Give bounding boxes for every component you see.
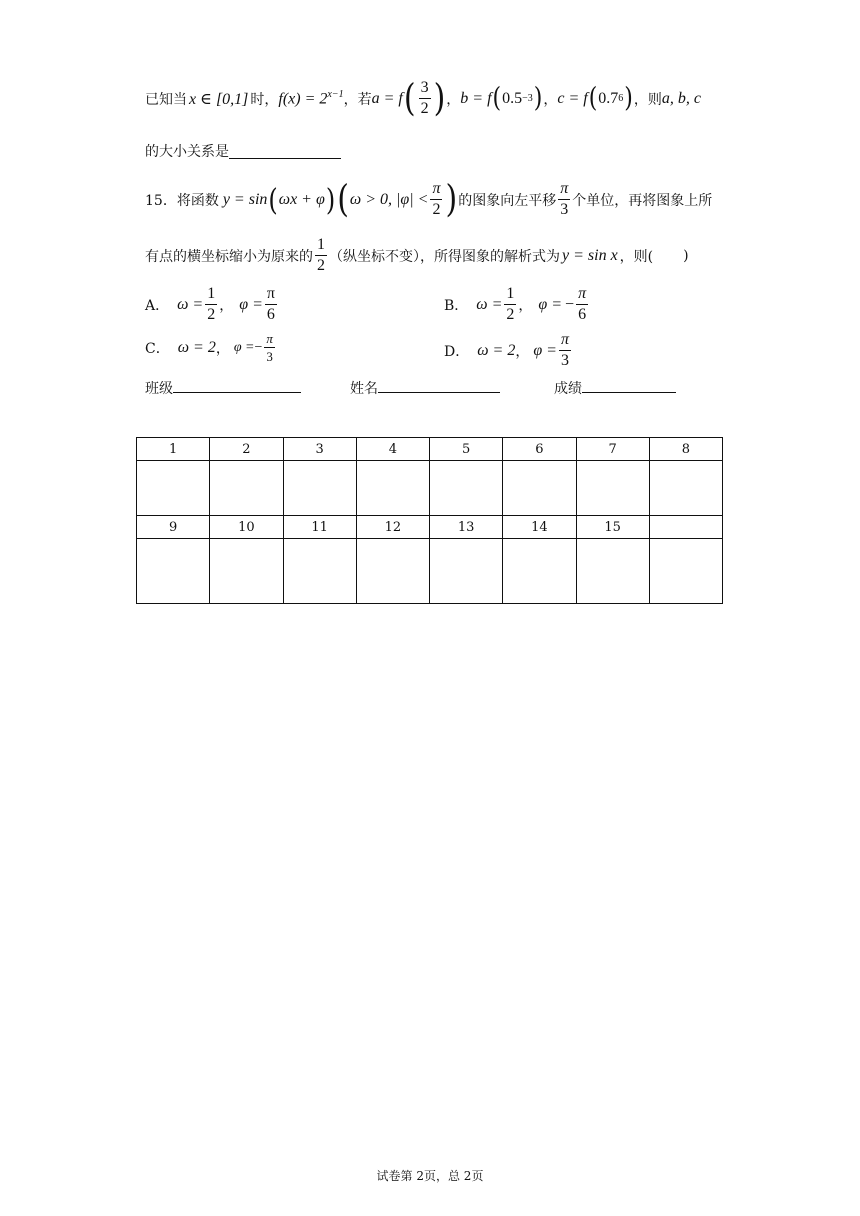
q14-line-2 <box>145 141 341 161</box>
q15-half: $\frac{1}{2}$ <box>317 236 325 274</box>
option-d[interactable]: D． ω = 2 ， φ = $\frac{\pi}{3}$ <box>444 331 569 369</box>
question-number-cell: 7 <box>576 438 649 461</box>
q14-text: 已知当 <box>145 91 187 108</box>
q14-variables: a, b, c <box>661 89 701 107</box>
q14-text: 时， <box>250 91 279 108</box>
q15-text: ) <box>683 247 689 264</box>
question-number-cell: 4 <box>356 438 429 461</box>
answer-row <box>137 461 723 516</box>
answer-cell[interactable] <box>430 461 503 516</box>
question-number-cell <box>649 516 722 539</box>
answer-table <box>136 437 723 604</box>
question-number-cell: 13 <box>430 516 503 539</box>
class-field[interactable] <box>145 378 301 398</box>
q14-text: ，若 <box>343 91 372 108</box>
q15-line-1 <box>145 177 713 221</box>
q14-text: ，则 <box>633 91 662 108</box>
name-label: 姓名 <box>350 381 378 397</box>
q14-text: ， <box>543 91 558 108</box>
page-footer: 试卷第 2页，总 2页 <box>376 1169 484 1183</box>
q15-line-2 <box>145 237 689 274</box>
q15-number: 15．将函数 <box>145 192 219 209</box>
q15-shift: $\frac{\pi}{3}$ <box>560 180 569 218</box>
q14-text: ， <box>446 91 461 108</box>
answer-cell[interactable] <box>649 461 722 516</box>
q14-domain: x ∈ [0,1] <box>189 90 249 108</box>
q15-result: y = sin x <box>562 246 618 264</box>
answer-table-header-row <box>137 516 723 539</box>
answer-row <box>137 539 723 604</box>
question-number-cell: 12 <box>356 516 429 539</box>
option-c[interactable]: C． ω = 2 ， φ = − $\frac{\pi}{3}$ <box>145 331 273 364</box>
q15-text: 个单位，再将图象上所 <box>572 192 713 209</box>
question-number-cell: 11 <box>283 516 356 539</box>
option-a[interactable]: A． ω = $\frac{1}{2}$ ， φ = $\frac{\pi}{6}$ <box>145 285 275 323</box>
answer-cell[interactable] <box>210 539 283 604</box>
answer-cell[interactable] <box>576 539 649 604</box>
question-number-cell: 10 <box>210 516 283 539</box>
answer-table-header-row <box>137 438 723 461</box>
q14-answer-blank[interactable] <box>229 144 341 159</box>
question-number-cell: 15 <box>576 516 649 539</box>
answer-cell[interactable] <box>283 539 356 604</box>
question-number-cell: 8 <box>649 438 722 461</box>
q15-text: 的图象向左平移 <box>458 192 557 209</box>
answer-cell[interactable] <box>137 539 210 604</box>
answer-cell[interactable] <box>649 539 722 604</box>
question-number-cell: 9 <box>137 516 210 539</box>
q14-function: $f(x) = 2^{x-1}$ <box>278 88 344 108</box>
score-label: 成绩 <box>554 381 582 397</box>
name-field[interactable] <box>350 378 500 398</box>
answer-cell[interactable] <box>210 461 283 516</box>
q15-text: ，则( <box>619 248 654 265</box>
answer-cell[interactable] <box>503 461 576 516</box>
class-label: 班级 <box>145 381 173 397</box>
answer-cell[interactable] <box>356 461 429 516</box>
question-number-cell: 3 <box>283 438 356 461</box>
answer-cell[interactable] <box>283 461 356 516</box>
answer-cell[interactable] <box>137 461 210 516</box>
question-number-cell: 6 <box>503 438 576 461</box>
answer-cell[interactable] <box>576 461 649 516</box>
score-field[interactable] <box>554 378 676 398</box>
question-number-cell: 2 <box>210 438 283 461</box>
option-b[interactable]: B． ω = $\frac{1}{2}$ ， φ = − $\frac{\pi}{6}$ <box>444 285 587 323</box>
q14-line-1 <box>145 76 701 120</box>
question-number-cell: 14 <box>503 516 576 539</box>
q15-text: （纵坐标不变），所得图象的解析式为 <box>329 248 560 265</box>
q15-function: y = sin ( ωx + φ ) ( ω > 0, |φ| < $\frac{\pi}{2}$ ) <box>222 177 458 221</box>
answer-cell[interactable] <box>503 539 576 604</box>
answer-cell[interactable] <box>356 539 429 604</box>
question-number-cell: 1 <box>137 438 210 461</box>
q14-b-definition: b = f ( 0.5 −3 ) <box>460 82 543 114</box>
answer-cell[interactable] <box>430 539 503 604</box>
q14-a-definition: a = f ( $\frac{3}{2}$ ) <box>371 76 446 120</box>
q14-c-definition: c = f ( 0.7 6 ) <box>557 82 633 114</box>
q14-text: 的大小关系是 <box>145 144 229 160</box>
q15-text: 有点的横坐标缩小为原来的 <box>145 248 313 265</box>
question-number-cell: 5 <box>430 438 503 461</box>
